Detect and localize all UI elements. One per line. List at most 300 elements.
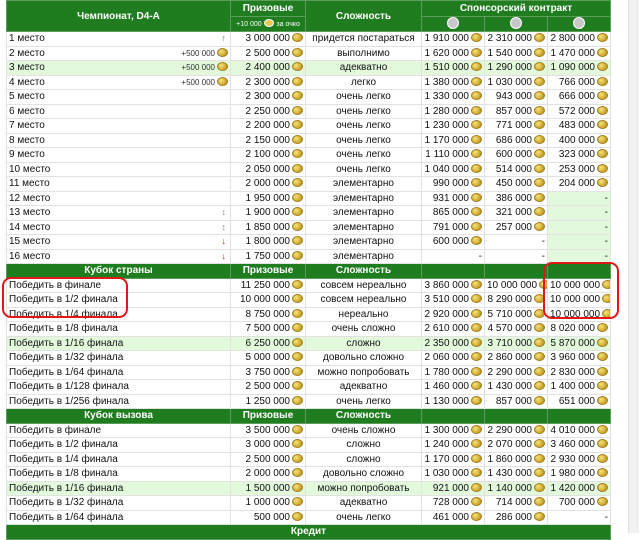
sponsor-s1-value-text: 1 460 000 [424,381,469,393]
sponsor-s1-value [422,162,485,177]
sponsor-s2-value [485,133,548,148]
coin-icon [471,338,482,347]
coin-icon [471,396,482,405]
bonus-value: +500 000 [181,48,215,58]
coin-icon [597,106,608,115]
coin-icon [292,164,303,173]
row-label-text: Победить в 1/128 финала [9,381,129,393]
coin-icon [471,468,482,477]
table-row [7,510,611,525]
row-label-text: 2 место [9,47,45,59]
sponsor-s2-value-text: 10 000 000 [487,279,538,291]
prize-value-text: 2 400 000 [245,62,290,74]
sponsor-s3-value [548,438,611,453]
difficulty-value-text: адекватно [339,62,388,74]
difficulty-value-text: очень легко [336,134,391,146]
coin-icon [471,454,482,463]
coin-icon [292,454,303,463]
table-row [7,90,611,105]
sponsor-s2-value [485,220,548,235]
table-row [7,481,611,496]
sponsor-s1-value-text: - [478,250,482,262]
arrow-down-icon: ↓ [221,236,226,247]
table-row [7,119,611,134]
sponsor-s1-value [422,322,485,337]
sponsor-s2-value [485,119,548,134]
sponsor-s2-value [485,293,548,308]
table-row [7,438,611,453]
coin-icon [471,222,482,231]
prize-value [231,249,306,264]
sponsor-s3-value-text: 3 960 000 [550,352,595,364]
prize-value [231,191,306,206]
row-label [7,206,231,221]
coin-icon [534,439,545,448]
coin-icon [292,338,303,347]
sponsor-s3-value [548,46,611,61]
row-label [7,481,231,496]
sponsor-s3-value [548,235,611,250]
prize-value [231,119,306,134]
coin-icon [534,468,545,477]
sponsor-s2-value [485,104,548,119]
difficulty-value-text: элементарно [333,178,394,190]
table-row [7,365,611,380]
coin-icon [292,497,303,506]
difficulty-value-text: адекватно [339,381,388,393]
prize-value-text: 1 750 000 [245,250,290,262]
sponsor-s2-value [485,46,548,61]
sponsor-col-3 [548,409,611,424]
section-title [7,1,231,32]
row-label-text: 7 место [9,120,45,132]
coin-icon [534,106,545,115]
sponsor-s1-value [422,32,485,47]
sponsor-s3-value-text: 400 000 [558,134,595,146]
coin-icon [597,178,608,187]
prize-value-text: 1 950 000 [245,192,290,204]
sponsor-s1-value-text: 3 860 000 [424,279,469,291]
sponsor-s3-value [548,191,611,206]
prize-value [231,206,306,221]
row-label-text: Победить в 1/2 финала [9,294,118,306]
row-label-text: Победить в 1/64 финала [9,511,124,523]
row-label [7,133,231,148]
sponsor-s1-value-text: 2 350 000 [424,337,469,349]
sponsor-s3-value-text: 4 010 000 [550,424,595,436]
difficulty-header [306,264,422,279]
section-header-cup [7,264,611,279]
sponsor-s2-value-text: 1 030 000 [487,76,532,88]
coin-icon [292,309,303,318]
prize-value [231,423,306,438]
coin-icon [292,120,303,129]
sponsor-s1-value [422,423,485,438]
sponsor-s1-value-text: 3 510 000 [424,294,469,306]
sponsor-s2-value [485,162,548,177]
difficulty-header-text: Сложность [335,410,392,422]
table-row [7,496,611,511]
coin-icon [264,19,274,27]
difficulty-value [306,61,422,76]
difficulty-value [306,191,422,206]
coin-icon [534,48,545,57]
prize-value-text: 3 000 000 [245,33,290,45]
row-label [7,496,231,511]
sponsor-s3-value [548,90,611,105]
coin-icon [597,454,608,463]
sponsor-s3-value [548,394,611,409]
difficulty-value-text: совсем нереально [320,279,407,291]
prize-value-text: 1 000 000 [245,497,290,509]
coin-icon [534,193,545,202]
row-label [7,322,231,337]
difficulty-value [306,148,422,163]
coin-icon [534,120,545,129]
sponsor-s1-value-text: 461 000 [432,511,469,523]
sponsor-s2-value-text: 1 140 000 [487,482,532,494]
prize-value-text: 500 000 [253,511,290,523]
prize-value-text: 2 000 000 [245,178,290,190]
table-row [7,191,611,206]
coin-icon [471,352,482,361]
sponsor-s2-value [485,380,548,395]
sponsor-s2-value-text: 257 000 [495,221,532,233]
row-label-text: Победить в 1/16 финала [9,482,124,494]
coin-icon [471,497,482,506]
prizes-per-point [231,17,306,32]
coin-icon [534,367,545,376]
coin-icon [597,497,608,506]
difficulty-value-text: нереально [338,308,389,320]
coin-icon [471,236,482,245]
sponsor-s1-value [422,293,485,308]
prize-value-text: 1 850 000 [245,221,290,233]
sponsor-s1-value [422,119,485,134]
prize-value-text: 3 000 000 [245,439,290,451]
sponsor-s2-value-text: 2 310 000 [487,33,532,45]
prize-value [231,104,306,119]
coin-icon [534,62,545,71]
row-label [7,365,231,380]
prize-value-text: 6 250 000 [245,337,290,349]
difficulty-value [306,104,422,119]
coin-icon [534,91,545,100]
coin-icon [471,512,482,521]
sponsor-s1-value-text: 1 300 000 [424,424,469,436]
coin-icon [217,48,228,57]
difficulty-value [306,46,422,61]
row-label-text: 13 место [9,207,51,219]
prize-value [231,394,306,409]
sponsor-s1-value-text: 728 000 [432,497,469,509]
coin-icon [292,33,303,42]
prize-value-text: 2 250 000 [245,105,290,117]
table-row [7,423,611,438]
coin-icon [534,207,545,216]
sponsor-s2-value-text: 321 000 [495,207,532,219]
sponsor-s3-value [548,336,611,351]
radio-icon[interactable] [573,17,585,29]
sponsor-col-2 [485,264,548,279]
sponsor-s3-value [548,61,611,76]
sponsor-s2-value-text: 943 000 [495,91,532,103]
row-label-text: 15 место [9,236,51,248]
difficulty-value-text: очень сложно [331,424,396,436]
coin-icon [471,309,482,318]
coin-icon [471,149,482,158]
row-label-text: 9 место [9,149,45,161]
sponsor-s2-value [485,365,548,380]
prize-value [231,235,306,250]
table-row [7,235,611,250]
difficulty-value [306,394,422,409]
prizes-per-point-value: +10 000 [236,21,262,28]
sponsor-s2-value-text: 600 000 [495,149,532,161]
coin-icon [292,106,303,115]
sponsor-s2-value-text: 8 290 000 [487,294,532,306]
prize-value-text: 2 500 000 [245,453,290,465]
difficulty-value-text: совсем нереально [320,294,407,306]
sponsor-s2-value-text: 857 000 [495,105,532,117]
table-row [7,249,611,264]
coin-icon [597,149,608,158]
sponsor-s3-value-text: 1 090 000 [550,62,595,74]
sponsor-col-1 [422,264,485,279]
prize-value [231,351,306,366]
difficulty-header-text: Сложность [335,10,392,22]
sponsor-s1-value-text: 1 030 000 [424,468,469,480]
radio-icon[interactable] [510,17,522,29]
row-label-text: 1 место [9,33,45,45]
difficulty-value [306,467,422,482]
sponsor-s2-value [485,75,548,90]
sponsor-s3-value-text: - [604,221,608,233]
coin-icon [292,352,303,361]
row-label [7,467,231,482]
coin-icon [292,483,303,492]
coin-icon [534,178,545,187]
sponsor-s3-value-text: 572 000 [558,105,595,117]
sponsor-s3-value [548,119,611,134]
coin-icon [471,62,482,71]
credit-title-text: Кредит [290,526,327,538]
radio-icon[interactable] [447,17,459,29]
difficulty-value [306,32,422,47]
prizes-header-text: Призовые [242,3,294,14]
row-label [7,510,231,525]
difficulty-value [306,249,422,264]
sponsor-s2-value-text: 4 570 000 [487,323,532,335]
coin-icon [292,294,303,303]
sponsor-s1-value-text: 1 620 000 [424,47,469,59]
coin-icon [534,338,545,347]
sponsor-s1-value [422,90,485,105]
row-label-text: Победить в 1/4 финала [9,453,118,465]
sponsor-s1-value [422,351,485,366]
difficulty-value-text: придется постараться [312,33,415,45]
sponsor-s1-value-text: 1 910 000 [424,33,469,45]
coin-icon [597,48,608,57]
sponsor-s2-value [485,278,548,293]
prize-value [231,177,306,192]
sponsor-s3-value [548,206,611,221]
prize-value-text: 1 500 000 [245,482,290,494]
coin-icon [471,280,482,289]
sponsor-s3-value-text: - [604,192,608,204]
coin-icon [534,77,545,86]
coin-icon [534,483,545,492]
coin-icon [597,338,608,347]
section-title-text: Кубок страны [84,265,153,277]
table-row [7,336,611,351]
prize-value [231,322,306,337]
sponsor-s1-value-text: 2 610 000 [424,323,469,335]
sponsor-s3-value-text: 5 870 000 [550,337,595,349]
prize-value-text: 2 500 000 [245,47,290,59]
sponsor-s2-value-text: 714 000 [495,497,532,509]
sponsor-s3-value-text: - [604,236,608,248]
sponsor-s1-value-text: 2 920 000 [424,308,469,320]
coin-icon [597,91,608,100]
sponsor-s1-value-text: 1 170 000 [424,453,469,465]
sponsor-s1-value [422,278,485,293]
table-row [7,104,611,119]
row-label [7,336,231,351]
sponsor-s3-value-text: 666 000 [558,91,595,103]
coin-icon [292,236,303,245]
row-label [7,119,231,134]
prizes-header-text: Призовые [242,265,294,277]
row-label-text: Победить в 1/2 финала [9,439,118,451]
sponsor-s1-value [422,133,485,148]
prize-value-text: 10 000 000 [239,294,290,306]
sponsor-s3-value [548,162,611,177]
prize-value [231,481,306,496]
difficulty-value-text: адекватно [339,497,388,509]
section-header-challenge [7,409,611,424]
coin-icon [471,33,482,42]
sponsor-s1-value-text: 921 000 [432,482,469,494]
prize-value-text: 2 150 000 [245,134,290,146]
sponsor-s2-value [485,510,548,525]
sponsor-s3-value-text: 2 930 000 [550,453,595,465]
difficulty-value [306,351,422,366]
table-row [7,162,611,177]
sponsor-s2-value [485,90,548,105]
coin-icon [292,468,303,477]
sponsor-s2-value [485,249,548,264]
arrow-neutral-icon: ↕ [221,207,226,218]
sponsor-s2-value [485,191,548,206]
sponsor-s2-value [485,467,548,482]
difficulty-value-text: элементарно [333,207,394,219]
difficulty-value-text: сложно [346,439,381,451]
table-row [7,148,611,163]
coin-icon [471,106,482,115]
sponsor-s3-value-text: 651 000 [558,395,595,407]
arrow-neutral-icon: ↕ [221,221,226,232]
difficulty-value [306,438,422,453]
sponsor-s1-value-text: 1 240 000 [424,439,469,451]
sponsor-s1-value-text: 1 040 000 [424,163,469,175]
coin-icon [534,425,545,434]
scrollbar[interactable] [628,0,639,533]
row-label [7,351,231,366]
prize-value-text: 1 800 000 [245,236,290,248]
sponsor-s1-value [422,148,485,163]
coin-icon [534,497,545,506]
row-label [7,148,231,163]
sponsor-s2-value-text: 2 290 000 [487,424,532,436]
difficulty-value [306,75,422,90]
difficulty-value-text: довольно сложно [322,468,404,480]
coin-icon [292,512,303,521]
section-header-credit [7,525,611,540]
prize-value [231,75,306,90]
table-row [7,46,611,61]
prize-value [231,380,306,395]
sponsor-s2-value [485,394,548,409]
difficulty-value [306,293,422,308]
difficulty-header [306,1,422,32]
sponsor-s3-value-text: 3 460 000 [550,439,595,451]
sponsor-s2-value [485,481,548,496]
sponsor-s3-value-text: 10 000 000 [550,308,601,320]
coin-icon [292,135,303,144]
row-label [7,32,231,47]
sponsor-s3-value [548,104,611,119]
coin-icon [471,164,482,173]
coin-icon [471,77,482,86]
sponsor-col-1 [422,409,485,424]
sponsor-s1-value-text: 931 000 [432,192,469,204]
sponsor-s1-value-text: 2 060 000 [424,352,469,364]
sponsor-s2-value-text: - [541,236,545,248]
sponsor-s2-value-text: 3 710 000 [487,337,532,349]
sponsor-s3-value-text: 1 470 000 [550,47,595,59]
bonus-badge [181,76,228,89]
sponsor-s1-value [422,380,485,395]
prize-value-text: 1 900 000 [245,207,290,219]
difficulty-value-text: можно попробовать [317,482,410,494]
table-row [7,220,611,235]
row-label-text: Победить в 1/8 финала [9,468,118,480]
sponsor-s1-value [422,365,485,380]
prize-value-text: 3 750 000 [245,366,290,378]
difficulty-value-text: очень легко [336,120,391,132]
sponsor-s1-value [422,61,485,76]
sponsor-s2-value [485,351,548,366]
sponsor-s3-value [548,322,611,337]
coin-icon [534,454,545,463]
coin-icon [292,425,303,434]
difficulty-value [306,90,422,105]
sponsor-s3-value-text: - [604,511,608,523]
row-label [7,235,231,250]
coin-icon [292,193,303,202]
coin-icon [597,33,608,42]
sponsor-s1-value-text: 1 380 000 [424,76,469,88]
prize-value-text: 2 000 000 [245,468,290,480]
sponsor-s3-value [548,351,611,366]
coin-icon [292,48,303,57]
row-label-text: Победить в финале [9,424,102,436]
coin-icon [292,280,303,289]
row-label [7,423,231,438]
difficulty-value [306,322,422,337]
difficulty-value [306,452,422,467]
